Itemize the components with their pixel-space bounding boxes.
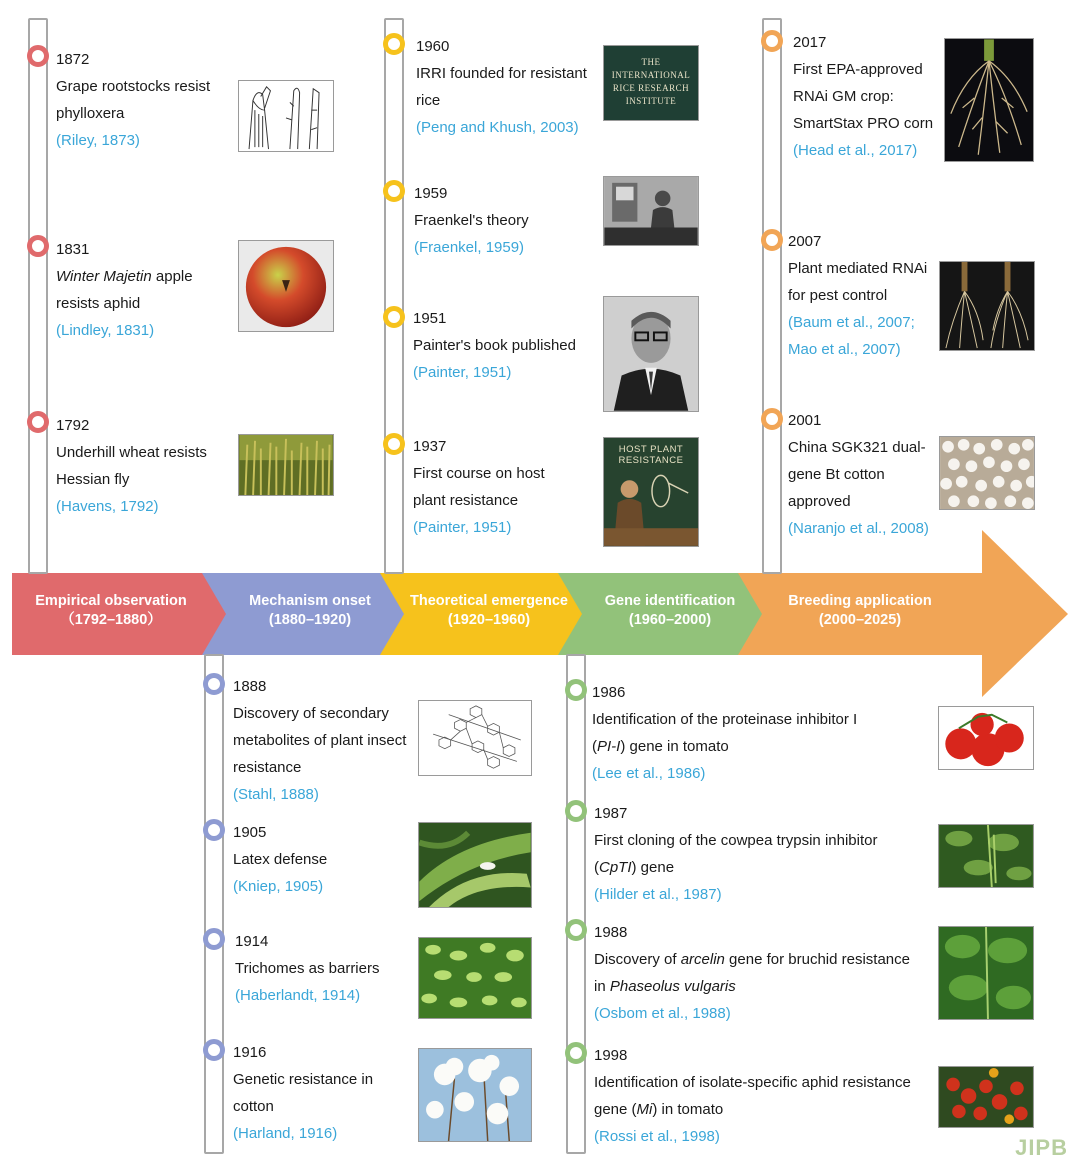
trichome-image [418, 937, 532, 1019]
entry-2007: 2007 Plant mediated RNAi for pest control (Baum et al., 2007; Mao et al., 2007) [788, 233, 928, 358]
irri-sign-image [603, 45, 699, 121]
marker-1959 [383, 180, 405, 202]
entry-1914: 1914 Trichomes as barriers (Haberlandt, 1914) [235, 933, 380, 1004]
rail-breeding [762, 18, 782, 574]
entry-1960: 1960 IRRI founded for resistant rice (Peng and Khush, 2003) [416, 38, 587, 136]
fraenkel-lab-image [603, 176, 699, 246]
rail-theoretical [384, 18, 404, 574]
entry-1937: 1937 First course on host plant resistance (Painter, 1951) [413, 438, 545, 536]
cowpea-image [938, 824, 1034, 888]
entry-2001: 2001 China SGK321 dual- gene Bt cotton approved (Naranjo et al., 2008) [788, 412, 929, 537]
jipb-watermark: JIPB [1015, 1135, 1068, 1160]
marker-1987 [565, 800, 587, 822]
marker-1905 [203, 819, 225, 841]
stage-label-breeding: Breeding application (2000–2025) [788, 593, 932, 628]
entry-2017: 2017 First EPA-approved RNAi GM crop: SmartStax PRO corn (Head et al., 2017) [793, 34, 934, 159]
marker-1831 [27, 235, 49, 257]
marker-1792 [27, 411, 49, 433]
cherry-tomato-image [938, 1066, 1034, 1128]
entry-1872: 1872 Grape rootstocks resist phylloxera (Riley, 1873) [56, 51, 211, 149]
cotton-field-image [939, 436, 1035, 510]
entry-1987: 1987 First cloning of the cowpea trypsin inhibitor (CpTI) gene (Hilder et al., 1987) [594, 805, 878, 903]
chemical-structure-image [418, 700, 532, 776]
marker-2007 [761, 229, 783, 251]
irri-sign-line: THE [641, 57, 661, 67]
entry-1888: 1888 Discovery of secondary metabolites of plant insect resistance (Stahl, 1888) [233, 678, 407, 803]
corn-root-image [944, 38, 1034, 162]
entry-1998: 1998 Identification of isolate-specific aphid resistance gene (Mi) in tomato (Rossi et al., 1998) [594, 1047, 911, 1145]
marker-1986 [565, 679, 587, 701]
board-line: HOST PLANT [618, 444, 684, 455]
entry-1959: 1959 Fraenkel's theory (Fraenkel, 1959) [414, 185, 529, 256]
marker-1960 [383, 33, 405, 55]
rail-mechanism [204, 654, 224, 1154]
roots-comparison-image [939, 261, 1035, 351]
marker-2001 [761, 408, 783, 430]
latex-leaf-image [418, 822, 532, 908]
entry-1986: 1986 Identification of the proteinase inhibitor I (PI-I) gene in tomato (Lee et al., 1986) [592, 684, 858, 782]
marker-1888 [203, 673, 225, 695]
marker-1872 [27, 45, 49, 67]
irri-sign-line: INSTITUTE [625, 96, 677, 106]
entry-1951: 1951 Painter's book published (Painter, 1951) [413, 310, 576, 381]
stage-label-mechanism: Mechanism onset (1880–1920) [249, 593, 371, 628]
marker-1914 [203, 928, 225, 950]
entry-1916: 1916 Genetic resistance in cotton (Harland, 1916) [233, 1044, 374, 1142]
marker-1998 [565, 1042, 587, 1064]
board-line: RESISTANCE [618, 455, 684, 466]
irri-sign-line: INTERNATIONAL [611, 70, 691, 80]
irri-sign-line: RICE RESEARCH [612, 83, 690, 93]
rail-empirical [28, 18, 48, 574]
marker-2017 [761, 30, 783, 52]
stage-label-gene: Gene identification (1960–2000) [604, 593, 736, 628]
painter-portrait-image [603, 296, 699, 412]
marker-1951 [383, 306, 405, 328]
wheat-field-image [238, 434, 334, 496]
marker-1988 [565, 919, 587, 941]
bean-leaves-image [938, 926, 1034, 1020]
apple-image [238, 240, 334, 332]
cotton-boll-image [418, 1048, 532, 1142]
entry-1792: 1792 Underhill wheat resists Hessian fly (Havens, 1792) [56, 417, 207, 515]
stage-label-theoretical: Theoretical emergence (1920–1960) [410, 593, 568, 628]
entry-1905: 1905 Latex defense (Kniep, 1905) [233, 824, 328, 895]
lecture-image [603, 437, 699, 547]
marker-1916 [203, 1039, 225, 1061]
entry-1988: 1988 Discovery of arcelin gene for bruchid resistance in Phaseolus vulgaris (Osbom et al., 1988) [594, 924, 910, 1022]
tomato-image [938, 706, 1034, 770]
grape-rootstock-image [238, 80, 334, 152]
stage-label-empirical: Empirical observation （1792–1880） [35, 593, 187, 628]
rail-gene [566, 654, 586, 1154]
entry-1831: 1831 Winter Majetin apple resists aphid (Lindley, 1831) [56, 241, 193, 339]
marker-1937 [383, 433, 405, 455]
